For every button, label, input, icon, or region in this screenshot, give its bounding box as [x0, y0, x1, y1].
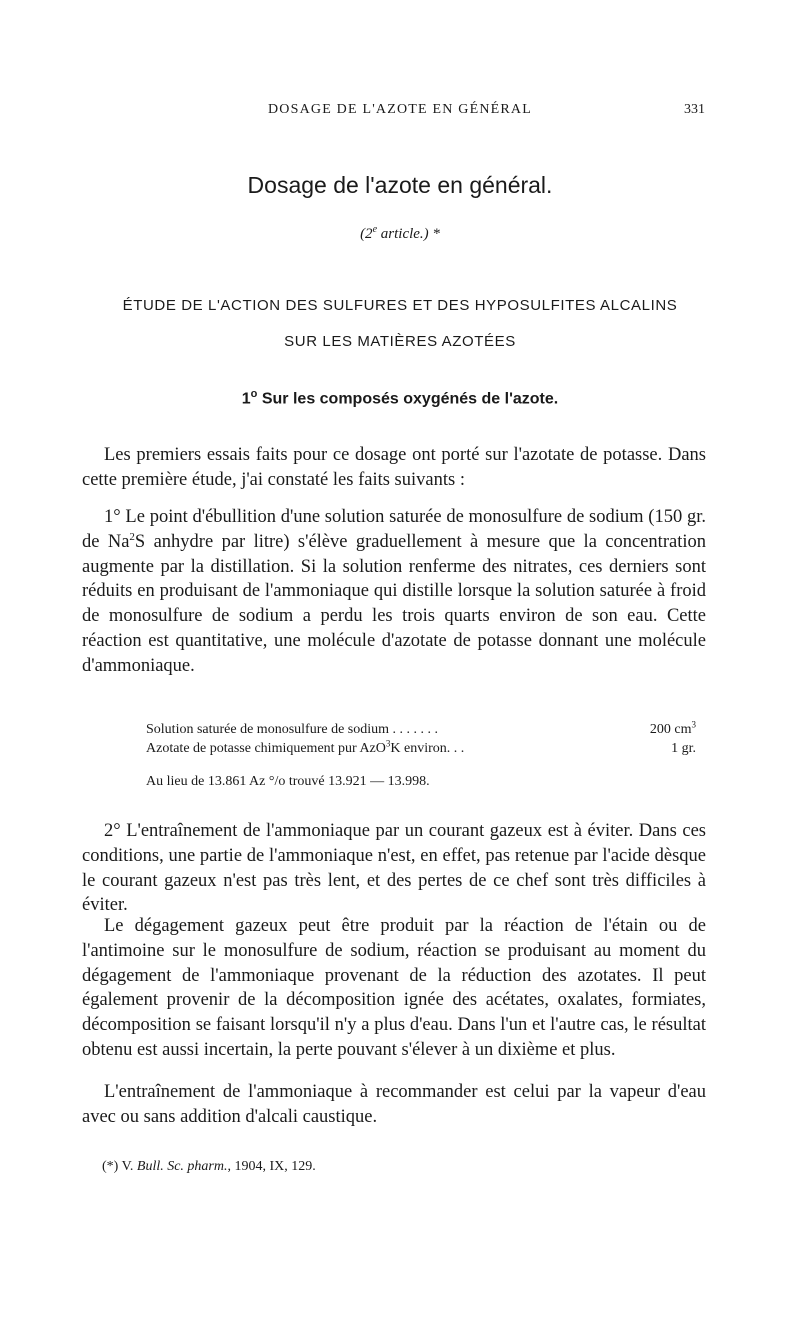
paragraph-2-part-b: S anhydre par litre) s'élève graduellement à mesure que la concentration augmente par la distillation. Si la solution renferme des nitrates, ces derniers sont réduits en produisant de l'ammoniaque qui distille lorsque la solution saturée à froid de monosulfure de sodium a perdu les trois quarts environ de son eau. Cette réaction est quantitative, une molécule d'azotate de potasse donnant une molécule d'ammoniaque. [82, 531, 706, 676]
paragraph-5: L'entraînement de l'ammoniaque à recommander est celui par la vapeur d'eau avec ou sans addition d'alcali caustique. [82, 1082, 706, 1127]
experiment-line-2-label-b: K environ. . . [390, 741, 465, 756]
article-note-sup: e [372, 224, 378, 235]
footnote-marker: (*) V. [102, 1159, 137, 1174]
experiment-line-1-unit-sup: 3 [691, 719, 696, 730]
section-heading-line1: ÉTUDE DE L'ACTION DES SULFURES ET DES HYPOSULFITES ALCALINS [122, 297, 678, 314]
footnote-ref: , 1904, IX, 129. [227, 1159, 316, 1174]
experiment-result: Au lieu de 13.861 Az °/o trouvé 13.921 — 13.998. [146, 774, 430, 789]
experiment-line-1-value [650, 721, 696, 739]
section-heading-line2: SUR LES MATIÈRES AZOTÉES [284, 333, 516, 350]
subsection-degree: o [250, 388, 258, 400]
experiment-line-2-label-sup: 3 [385, 738, 391, 749]
experiment-line-1-label: Solution saturée de monosulfure de sodium . . . . . . . [146, 722, 439, 737]
subsection-number: 1 [241, 390, 251, 408]
experiment-line-1 [146, 721, 708, 739]
running-head [0, 100, 800, 124]
footnote-journal: Bull. Sc. pharm. [136, 1159, 228, 1174]
experiment-line-2-label [146, 738, 465, 756]
page-number: 331 [684, 102, 705, 117]
paragraph-2-sup: 2 [129, 530, 135, 543]
paragraph-1: Les premiers essais faits pour ce dosage ont porté sur l'azotate de potasse. Dans cette première étude, j'ai constaté les faits suivants : [82, 445, 706, 490]
article-note-text: article.) * [377, 226, 440, 242]
footnote [102, 1159, 316, 1175]
article-note [0, 224, 800, 243]
experiment-line-1-amount: 200 cm [649, 722, 692, 737]
subsection-heading [0, 388, 800, 408]
paragraph-4: Le dégagement gazeux peut être produit par la réaction de l'étain ou de l'antimoine sur le monosulfure de sodium, réaction se produisant au moment du dégagement de l'ammoniaque provenant de la réduction des azotates. Il peut également provenir de la décomposition ignée des acétates, oxalates, formiates, décomposition se faisant lorsqu'il n'y a plus d'eau. Dans l'un et l'autre cas, le résultat obtenu est aussi incertain, la perte pouvant s'élever à un dixième et plus. [82, 916, 706, 1060]
paragraph-3: 2° L'entraînement de l'ammoniaque par un courant gazeux est à éviter. Dans ces conditions, une partie de l'ammoniaque n'est, en effet, pas retenue par l'acide dèsque le courant gazeux n'est pas très lent, et des pertes de ce chef sont très difficiles à éviter. [82, 821, 706, 916]
article-note-prefix: (2 [360, 226, 373, 242]
paragraph-2 [82, 505, 706, 679]
experiment-line-2 [146, 740, 708, 758]
experiment-line-2-value: 1 gr. [671, 741, 696, 756]
article-title: Dosage de l'azote en général. [247, 172, 553, 198]
running-title: DOSAGE DE L'AZOTE EN GÉNÉRAL [268, 102, 532, 117]
paragraph-2-part-a: 1° Le point d'ébullition d'une solution saturée de monosulfure de sodium (150 gr. de Na [82, 507, 706, 552]
subsection-title: Sur les composés oxygénés de l'azote. [257, 390, 559, 408]
experiment-line-2-label-a: Azotate de potasse chimiquement pur AzO [146, 741, 386, 756]
